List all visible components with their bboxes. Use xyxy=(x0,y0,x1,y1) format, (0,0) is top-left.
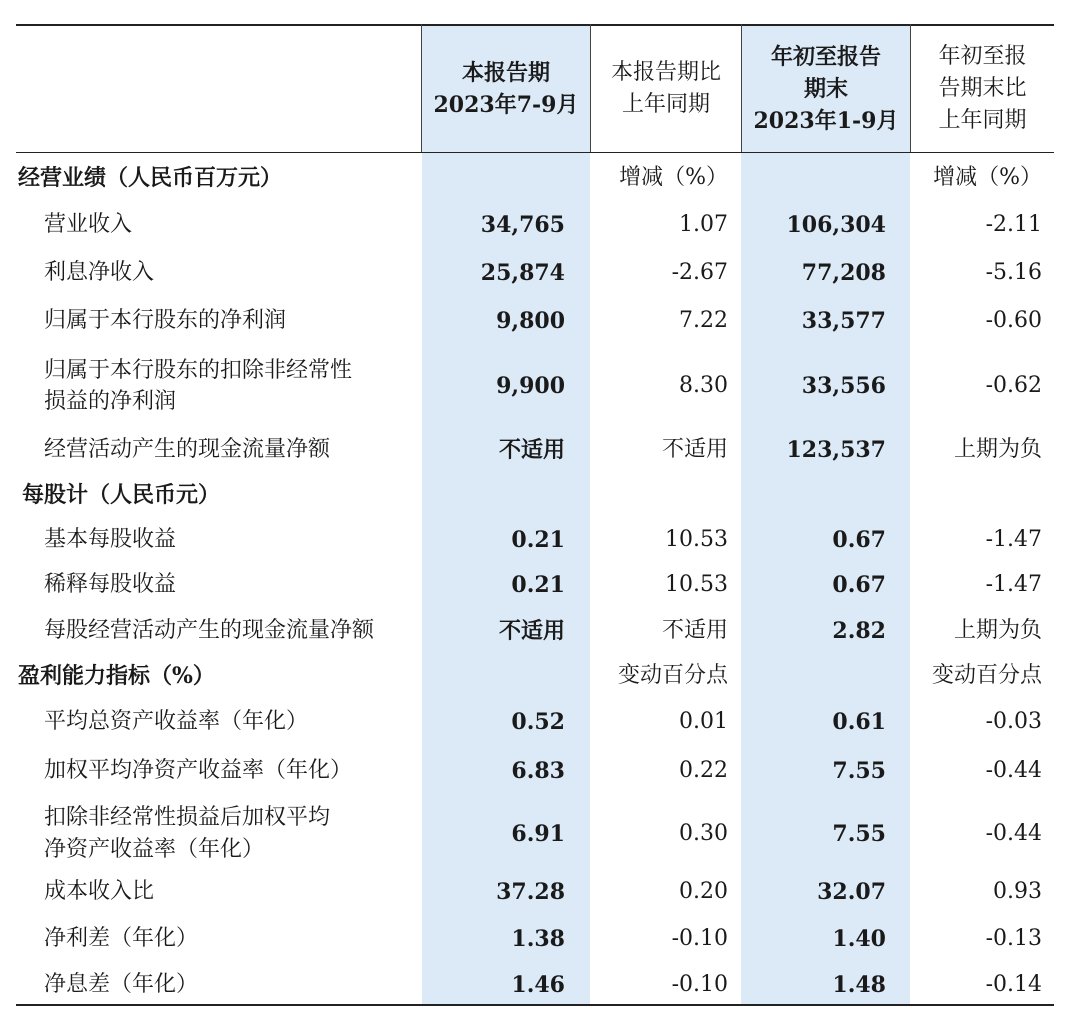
header-current-period-text: 本报告期 2023年7-9月 xyxy=(433,60,579,118)
cell-year-to-date-yoy: -1.47 xyxy=(985,572,1042,597)
cell-current-period: 9,800 xyxy=(496,308,565,334)
cell-year-to-date-yoy: -0.44 xyxy=(985,758,1042,783)
cell-year-to-date-yoy: -0.03 xyxy=(985,709,1042,734)
cell-year-to-date-yoy: -0.62 xyxy=(985,373,1042,398)
header-bottom-rule xyxy=(16,152,1054,153)
header-year-to-date-yoy xyxy=(911,34,1054,144)
cell-current-period: 9,900 xyxy=(496,373,565,399)
cell-year-to-date-yoy: -0.44 xyxy=(985,821,1042,846)
cell-current-period: 1.46 xyxy=(511,972,565,998)
section-note-col2: 增减（%） xyxy=(619,165,728,190)
row-label: 稀释每股收益 xyxy=(44,572,177,597)
cell-year-to-date-yoy: -2.11 xyxy=(985,212,1042,237)
cell-current-period: 1.38 xyxy=(511,926,565,952)
cell-year-to-date-yoy: -5.16 xyxy=(985,260,1042,285)
section-note-col2: 变动百分点 xyxy=(617,663,728,688)
cell-current-period: 34,765 xyxy=(480,212,565,238)
cell-year-to-date: 33,577 xyxy=(801,308,886,334)
cell-year-to-date: 7.55 xyxy=(832,758,886,784)
cell-current-period: 0.52 xyxy=(511,709,565,735)
cell-year-to-date: 0.67 xyxy=(832,572,886,598)
cell-year-to-date-yoy: -0.14 xyxy=(985,972,1042,997)
row-label: 加权平均净资产收益率（年化） xyxy=(44,758,353,783)
highlight-column-current-period xyxy=(422,24,590,1004)
section-title: 盈利能力指标（%） xyxy=(18,663,215,689)
cell-year-to-date: 77,208 xyxy=(801,260,886,286)
cell-year-to-date: 33,556 xyxy=(801,373,886,399)
cell-year-to-date: 0.67 xyxy=(832,527,886,553)
cell-current-period-yoy: 10.53 xyxy=(665,572,728,597)
cell-year-to-date: 1.40 xyxy=(832,926,886,952)
cell-year-to-date: 7.55 xyxy=(832,821,886,847)
cell-current-period-yoy: 0.20 xyxy=(679,879,728,904)
header-current-period xyxy=(422,34,590,144)
row-label: 经营活动产生的现金流量净额 xyxy=(44,437,331,462)
header-year-to-date-yoy-text: 年初至报 告期末比 上年同期 xyxy=(938,44,1027,133)
row-label: 每股经营活动产生的现金流量净额 xyxy=(44,618,375,643)
table-bottom-rule xyxy=(16,1004,1054,1006)
cell-current-period: 不适用 xyxy=(498,618,565,644)
cell-year-to-date-yoy: 上期为负 xyxy=(953,437,1042,462)
cell-current-period-yoy: -0.10 xyxy=(671,926,728,951)
cell-current-period: 6.83 xyxy=(511,758,565,784)
cell-year-to-date-yoy: -0.60 xyxy=(985,308,1042,333)
section-note-col4: 变动百分点 xyxy=(931,663,1042,688)
header-current-period-yoy-text: 本报告期比 上年同期 xyxy=(610,60,721,117)
cell-current-period: 25,874 xyxy=(480,260,565,286)
cell-current-period: 6.91 xyxy=(511,821,565,847)
row-label: 归属于本行股东的净利润 xyxy=(44,308,287,333)
cell-year-to-date-yoy: -1.47 xyxy=(985,527,1042,552)
cell-current-period-yoy: 8.30 xyxy=(679,373,728,398)
row-label: 基本每股收益 xyxy=(44,527,177,552)
cell-current-period: 0.21 xyxy=(511,572,565,598)
cell-year-to-date: 2.82 xyxy=(832,618,886,644)
row-label: 平均总资产收益率（年化） xyxy=(44,709,309,734)
row-label: 归属于本行股东的扣除非经常性 损益的净利润 xyxy=(44,358,353,414)
section-note-col4: 增减（%） xyxy=(933,165,1042,190)
cell-year-to-date: 123,537 xyxy=(786,437,886,463)
cell-current-period: 37.28 xyxy=(496,879,565,905)
header-current-period-yoy xyxy=(591,34,741,144)
cell-year-to-date-yoy: 0.93 xyxy=(993,879,1042,904)
cell-current-period-yoy: 7.22 xyxy=(679,308,728,333)
cell-year-to-date: 1.48 xyxy=(832,972,886,998)
cell-current-period-yoy: 不适用 xyxy=(661,437,728,462)
table-top-rule xyxy=(16,24,1054,26)
row-label: 营业收入 xyxy=(44,212,133,237)
cell-current-period-yoy: 10.53 xyxy=(665,527,728,552)
cell-current-period-yoy: -2.67 xyxy=(671,260,728,285)
cell-year-to-date: 32.07 xyxy=(817,879,886,905)
row-label: 净息差（年化） xyxy=(44,972,199,997)
cell-current-period-yoy: -0.10 xyxy=(671,972,728,997)
cell-year-to-date-yoy: 上期为负 xyxy=(953,618,1042,643)
section-title: 每股计（人民币元） xyxy=(22,482,221,508)
cell-current-period: 0.21 xyxy=(511,527,565,553)
row-label: 净利差（年化） xyxy=(44,926,199,951)
row-label: 利息净收入 xyxy=(44,260,155,285)
cell-current-period-yoy: 0.01 xyxy=(679,709,728,734)
cell-year-to-date: 0.61 xyxy=(832,709,886,735)
row-label: 成本收入比 xyxy=(44,879,155,904)
row-label: 扣除非经常性损益后加权平均 净资产收益率（年化） xyxy=(44,805,331,862)
section-title: 经营业绩（人民币百万元） xyxy=(18,165,283,191)
cell-current-period-yoy: 1.07 xyxy=(679,212,728,237)
cell-current-period-yoy: 0.30 xyxy=(679,821,728,846)
cell-current-period: 不适用 xyxy=(498,437,565,463)
cell-year-to-date: 106,304 xyxy=(786,212,886,238)
header-year-to-date xyxy=(742,34,910,144)
highlight-column-year-to-date xyxy=(741,24,910,1004)
cell-current-period-yoy: 不适用 xyxy=(661,618,728,643)
cell-year-to-date-yoy: -0.13 xyxy=(985,926,1042,951)
header-year-to-date-text: 年初至报告 期末 2023年1-9月 xyxy=(753,44,899,134)
cell-current-period-yoy: 0.22 xyxy=(679,758,728,783)
